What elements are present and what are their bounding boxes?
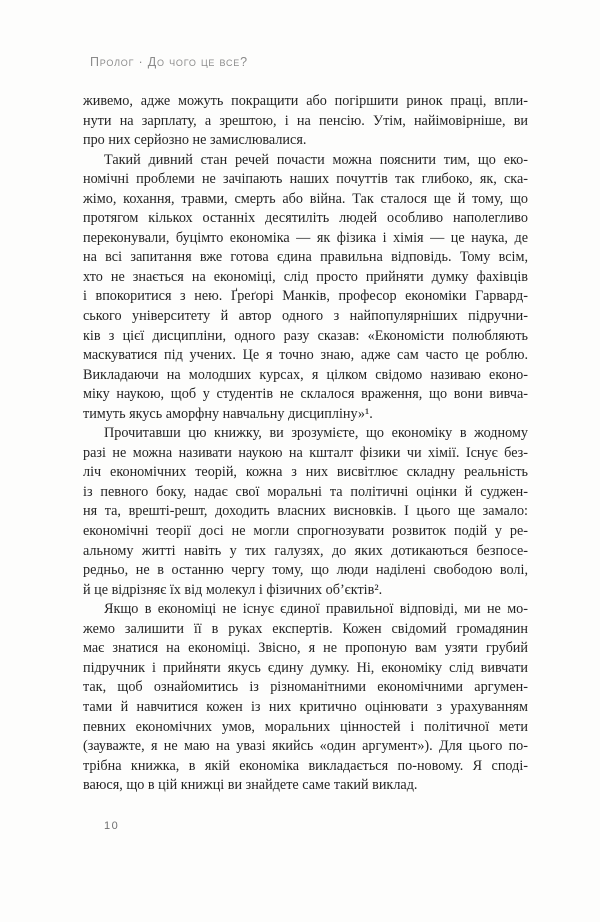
text-line: жімо, кохання, травми, смерть або війна. Так сталося ще й тому, що [83, 190, 528, 207]
text-line: протягом кількох останніх десятиліть людей особливо наполегливо [83, 210, 528, 227]
text-line: ського університету й автор одного з найпопулярніших підручни- [83, 308, 528, 325]
paragraph [83, 600, 528, 795]
text-line: ня та, врешті-решт, доходить власних висновків. І цього ще замало: [83, 503, 528, 520]
text-line: про них серйозно не замислювалися. [83, 132, 307, 149]
text-line: має знатися на економіці. Звісно, я не пропоную вам узяти грубий [83, 640, 528, 657]
text-line: міку наукою, щоб у студентів не склалося враження, що вони вивча- [83, 386, 528, 403]
text-line: Такий дивний стан речей почасти можна пояснити тим, що еко- [104, 151, 528, 168]
text-line: Прочитавши цю книжку, ви зрозумієте, що економіку в жодному [104, 425, 528, 442]
running-head: Пролог · До чого це все? [90, 55, 248, 69]
text-line: й це відрізняє їх від молекул і фізичних об’єктів². [83, 581, 383, 598]
text-line: переконували, буцімто економіка — як фізика і хімія — це наука, де [83, 229, 528, 246]
text-line: трібна книжка, в якій економіка викладається по-новому. Я споді- [83, 757, 528, 774]
text-line: із певного боку, надає свої моральні та політичні оцінки й суджен- [83, 483, 528, 500]
text-line: на всі запитання вже готова єдина правильна відповідь. Тому всім, [83, 249, 528, 266]
text-line: Якщо в економіці не існує єдиної правильної відповіді, ми не мо- [104, 601, 528, 618]
text-line: ваюся, що в цій книжці ви знайдете саме такий виклад. [83, 777, 418, 794]
page-number: 10 [104, 820, 120, 832]
text-line: ків з цієї дисципліни, одного разу сказав: «Економісти полюбляють [83, 327, 528, 344]
text-line: тимуть якусь аморфну навчальну дисципліну»¹. [83, 405, 373, 422]
paragraph [83, 92, 528, 151]
text-line: і впокоритися з нею. Ґреґорі Манків, професор економіки Гарвард- [83, 288, 528, 305]
text-line: так, щоб ознайомитись із різноманітними економічними аргумен- [83, 679, 528, 696]
text-line: нути на зарплату, а зрештою, і на пенсію. Утім, найімовірніше, ви [83, 112, 528, 129]
text-line: жемо залишити її в руках експертів. Кожен свідомий громадянин [83, 620, 528, 637]
text-line: ліч економічних теорій, кожна з них висвітлює складну реальність [83, 464, 528, 481]
text-line: альному житті навіть у тих галузях, до яких дотикаються безпосе- [83, 542, 528, 559]
text-line: маскуватися під учених. Це я точно знаю, адже сам часто це роблю. [83, 347, 528, 364]
text-line: живемо, адже можуть покращити або погіршити ринок праці, впли- [83, 93, 528, 109]
text-line: хто не знається на економіці, слід просто прийняти думку фахівців [83, 268, 528, 285]
text-line: номічні проблеми не зачіпають наших почуттів так глибоко, як, ска- [83, 171, 528, 188]
text-line: разі не можна називати наукою на кшталт фізики чи хімії. Існує без- [83, 444, 528, 461]
text-line: редньо, не в останню чергу тому, що люди наділені свободою волі, [83, 562, 528, 579]
text-line: підручник і прийняти якусь єдину думку. Ні, економіку слід вивчати [83, 659, 528, 676]
text-line: тами й навчитися кожен із них критично оцінювати з урахуванням [83, 698, 528, 715]
text-line: Викладаючи на молодших курсах, я цілком свідомо називаю еконо- [83, 366, 528, 383]
text-line: певних економічних умов, моральних цінностей і політичної мети [83, 718, 528, 735]
text-block [83, 92, 528, 796]
paragraph [83, 151, 528, 425]
text-line: економічні теорії досі не могли спрогнозувати розвиток подій у ре- [83, 523, 528, 540]
text-line: (зауважте, я не маю на увазі якийсь «один аргумент»). Для цього по- [83, 738, 528, 755]
paragraph [83, 424, 528, 600]
